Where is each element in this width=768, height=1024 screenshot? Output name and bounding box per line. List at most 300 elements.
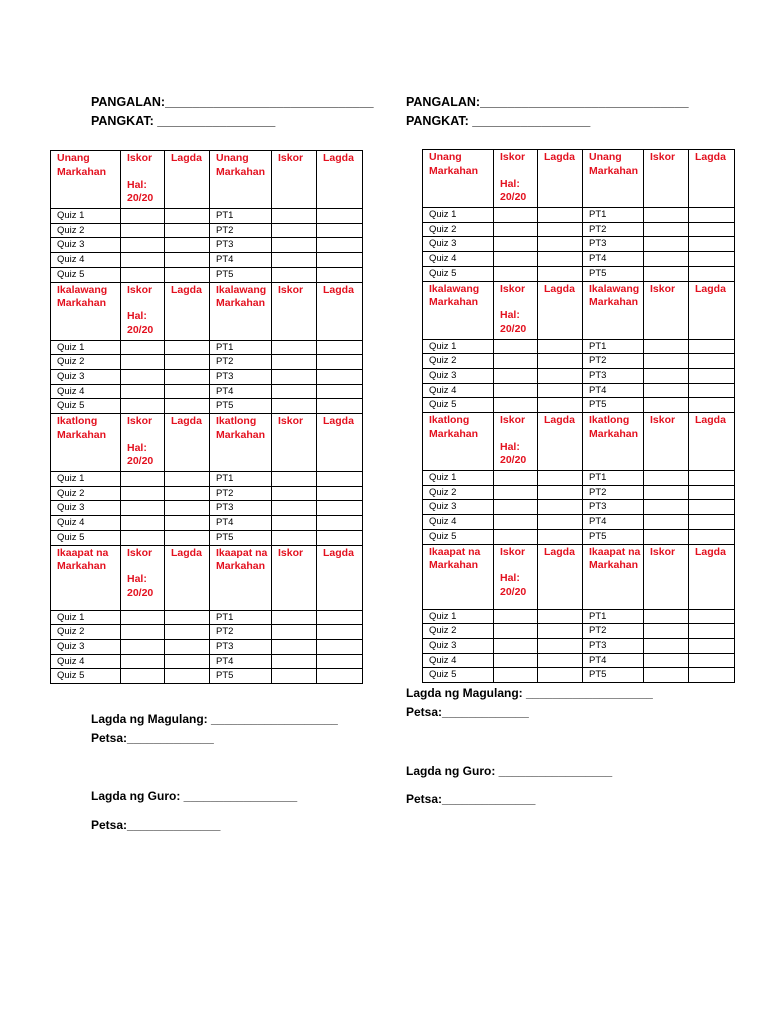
quiz-score-cell[interactable] [494, 339, 538, 354]
pt-iskor-header: Iskor [644, 150, 689, 208]
pt-signature-cell[interactable] [689, 624, 735, 639]
pt-score-cell[interactable] [272, 486, 317, 501]
table-row [423, 638, 735, 653]
pt-score-cell[interactable] [272, 654, 317, 669]
table-row [423, 653, 735, 668]
quiz-score-cell[interactable] [494, 485, 538, 500]
pt-score-cell[interactable] [644, 237, 689, 252]
pt-label: PT5 [583, 398, 644, 413]
pt-score-cell[interactable] [272, 669, 317, 684]
quiz-signature-cell[interactable] [165, 355, 210, 370]
name-line: PANGALAN:______________________________ [91, 95, 374, 109]
pt-signature-cell[interactable] [317, 625, 363, 640]
quiz-label: Quiz 4 [423, 252, 494, 267]
pt-label: PT2 [210, 223, 272, 238]
pt-signature-cell[interactable] [689, 471, 735, 486]
name-line: PANGALAN:______________________________ [406, 95, 689, 109]
pt-score-cell[interactable] [644, 653, 689, 668]
quiz-label: Quiz 3 [51, 369, 121, 384]
pt-signature-cell[interactable] [317, 340, 363, 355]
quiz-score-cell[interactable] [494, 383, 538, 398]
quiz-signature-cell[interactable] [165, 369, 210, 384]
quiz-label: Quiz 4 [423, 383, 494, 398]
pt-score-cell[interactable] [272, 501, 317, 516]
pt-score-cell[interactable] [644, 354, 689, 369]
iskor-label: Iskor [127, 283, 153, 296]
quiz-label: Quiz 3 [423, 237, 494, 252]
pt-score-cell[interactable] [644, 398, 689, 413]
quiz-score-cell[interactable] [121, 238, 165, 253]
quarter-header-row [51, 545, 363, 610]
quiz-score-cell[interactable] [494, 354, 538, 369]
pt-iskor-header: Iskor [644, 281, 689, 339]
pt-signature-cell[interactable] [689, 485, 735, 500]
quiz-score-cell[interactable] [121, 625, 165, 640]
quarter-label: Unang Markahan [51, 151, 121, 209]
quiz-signature-cell[interactable] [165, 669, 210, 684]
quiz-score-cell[interactable] [121, 610, 165, 625]
quiz-label: Quiz 1 [423, 339, 494, 354]
quiz-score-cell[interactable] [494, 609, 538, 624]
quiz-score-cell[interactable] [494, 208, 538, 223]
pt-signature-cell[interactable] [317, 669, 363, 684]
quiz-signature-cell[interactable] [538, 368, 583, 383]
pt-label: PT3 [583, 237, 644, 252]
quiz-signature-cell[interactable] [165, 399, 210, 414]
parent-signature-line: Lagda ng Magulang: ___________________ [91, 712, 338, 726]
pt-quarter-label: Unang Markahan [583, 150, 644, 208]
pt-score-cell[interactable] [272, 516, 317, 531]
quiz-label: Quiz 4 [423, 515, 494, 530]
quiz-label: Quiz 2 [423, 222, 494, 237]
pt-signature-cell[interactable] [317, 501, 363, 516]
table-row [423, 624, 735, 639]
pt-score-cell[interactable] [272, 238, 317, 253]
pt-signature-cell[interactable] [689, 339, 735, 354]
pt-score-cell[interactable] [644, 471, 689, 486]
pt-label: PT3 [583, 638, 644, 653]
quiz-signature-cell[interactable] [165, 530, 210, 545]
quiz-score-cell[interactable] [494, 624, 538, 639]
lagda-header: Lagda [538, 281, 583, 339]
pt-score-cell[interactable] [644, 485, 689, 500]
pt-label: PT5 [210, 399, 272, 414]
pt-label: PT4 [210, 253, 272, 268]
pt-score-cell[interactable] [272, 267, 317, 282]
pt-signature-cell[interactable] [317, 223, 363, 238]
pt-label: PT3 [210, 238, 272, 253]
quiz-score-cell[interactable] [121, 399, 165, 414]
quiz-signature-cell[interactable] [165, 625, 210, 640]
score-example: Hal: 20/20 [500, 572, 527, 598]
quiz-signature-cell[interactable] [538, 208, 583, 223]
pt-signature-cell[interactable] [317, 654, 363, 669]
pt-score-cell[interactable] [644, 339, 689, 354]
pt-label: PT4 [583, 252, 644, 267]
quiz-label: Quiz 4 [51, 654, 121, 669]
quiz-score-cell[interactable] [121, 472, 165, 487]
pt-signature-cell[interactable] [317, 639, 363, 654]
pt-signature-cell[interactable] [317, 209, 363, 224]
pt-score-cell[interactable] [644, 368, 689, 383]
quarter-label: Ikatlong Markahan [423, 413, 494, 471]
table-row [423, 485, 735, 500]
iskor-label: Iskor [500, 414, 526, 427]
quiz-signature-cell[interactable] [165, 472, 210, 487]
table-row [423, 237, 735, 252]
pt-score-cell[interactable] [644, 624, 689, 639]
quiz-label: Quiz 3 [51, 639, 121, 654]
quiz-label: Quiz 3 [51, 501, 121, 516]
pt-quarter-label: Ikaapat na Markahan [210, 545, 272, 610]
table-row [51, 472, 363, 487]
quiz-signature-cell[interactable] [165, 654, 210, 669]
quiz-label: Quiz 5 [423, 529, 494, 544]
quiz-signature-cell[interactable] [538, 383, 583, 398]
quiz-score-cell[interactable] [494, 529, 538, 544]
pt-label: PT2 [210, 355, 272, 370]
section-line: PANGKAT: _________________ [406, 114, 591, 128]
pt-signature-cell[interactable] [317, 369, 363, 384]
pt-score-cell[interactable] [644, 500, 689, 515]
pt-signature-cell[interactable] [689, 500, 735, 515]
pt-signature-cell[interactable] [317, 530, 363, 545]
pt-score-cell[interactable] [644, 266, 689, 281]
pt-signature-cell[interactable] [689, 653, 735, 668]
quiz-score-cell[interactable] [494, 398, 538, 413]
pt-score-cell[interactable] [272, 472, 317, 487]
pt-score-cell[interactable] [272, 223, 317, 238]
iskor-header [494, 413, 538, 471]
quiz-signature-cell[interactable] [165, 267, 210, 282]
pt-signature-cell[interactable] [317, 486, 363, 501]
pt-score-cell[interactable] [644, 222, 689, 237]
quiz-score-cell[interactable] [494, 252, 538, 267]
pt-quarter-label: Ikalawang Markahan [210, 282, 272, 340]
quarter-header-row [51, 282, 363, 340]
pt-label: PT4 [583, 515, 644, 530]
pt-label: PT4 [583, 653, 644, 668]
pt-score-cell[interactable] [272, 253, 317, 268]
quiz-signature-cell[interactable] [165, 639, 210, 654]
pt-label: PT3 [210, 369, 272, 384]
quarter-label: Ikaapat na Markahan [423, 544, 494, 609]
pt-score-cell[interactable] [644, 515, 689, 530]
pt-score-cell[interactable] [644, 638, 689, 653]
pt-label: PT1 [210, 209, 272, 224]
quiz-label: Quiz 4 [423, 653, 494, 668]
quiz-label: Quiz 2 [423, 624, 494, 639]
lagda-header: Lagda [538, 150, 583, 208]
pt-score-cell[interactable] [644, 668, 689, 683]
pt-signature-cell[interactable] [689, 383, 735, 398]
quiz-score-cell[interactable] [494, 638, 538, 653]
quarter-header-row [423, 544, 735, 609]
pt-iskor-header: Iskor [272, 151, 317, 209]
parent-date-line: Petsa:_____________ [91, 731, 214, 745]
quiz-score-cell[interactable] [494, 515, 538, 530]
teacher-date-line: Petsa:______________ [91, 818, 221, 832]
quiz-signature-cell[interactable] [165, 501, 210, 516]
pt-signature-cell[interactable] [689, 368, 735, 383]
pt-label: PT4 [583, 383, 644, 398]
pt-score-cell[interactable] [644, 529, 689, 544]
pt-score-cell[interactable] [272, 355, 317, 370]
quiz-label: Quiz 4 [51, 384, 121, 399]
pt-iskor-header: Iskor [272, 414, 317, 472]
pt-label: PT5 [210, 669, 272, 684]
pt-score-cell[interactable] [644, 383, 689, 398]
quiz-score-cell[interactable] [121, 516, 165, 531]
pt-label: PT3 [210, 501, 272, 516]
quiz-signature-cell[interactable] [165, 223, 210, 238]
pt-label: PT2 [583, 624, 644, 639]
table-row [423, 609, 735, 624]
quiz-signature-cell[interactable] [165, 384, 210, 399]
iskor-label: Iskor [127, 415, 153, 428]
quiz-signature-cell[interactable] [538, 624, 583, 639]
score-example: Hal: 20/20 [127, 310, 154, 336]
pt-score-cell[interactable] [272, 209, 317, 224]
quiz-label: Quiz 3 [423, 500, 494, 515]
quiz-score-cell[interactable] [121, 669, 165, 684]
pt-label: PT4 [210, 516, 272, 531]
pt-score-cell[interactable] [272, 399, 317, 414]
pt-label: PT3 [210, 639, 272, 654]
pt-signature-cell[interactable] [317, 399, 363, 414]
pt-signature-cell[interactable] [317, 384, 363, 399]
lagda-header: Lagda [165, 282, 210, 340]
quiz-label: Quiz 1 [51, 472, 121, 487]
pt-score-cell[interactable] [272, 625, 317, 640]
grades-table [422, 149, 735, 683]
pt-label: PT1 [583, 339, 644, 354]
quiz-signature-cell[interactable] [165, 253, 210, 268]
table-row [423, 339, 735, 354]
quiz-score-cell[interactable] [121, 355, 165, 370]
pt-score-cell[interactable] [272, 530, 317, 545]
table-row [51, 369, 363, 384]
quiz-score-cell[interactable] [494, 653, 538, 668]
pt-score-cell[interactable] [272, 384, 317, 399]
pt-label: PT5 [583, 266, 644, 281]
quiz-score-cell[interactable] [121, 530, 165, 545]
iskor-label: Iskor [127, 546, 153, 559]
pt-signature-cell[interactable] [317, 355, 363, 370]
quiz-score-cell[interactable] [494, 668, 538, 683]
parent-date-line: Petsa:_____________ [406, 705, 529, 719]
quiz-signature-cell[interactable] [538, 354, 583, 369]
quiz-signature-cell[interactable] [538, 515, 583, 530]
pt-signature-cell[interactable] [689, 515, 735, 530]
table-row [51, 223, 363, 238]
lagda-header: Lagda [538, 413, 583, 471]
pt-signature-cell[interactable] [689, 638, 735, 653]
pt-label: PT4 [210, 654, 272, 669]
pt-label: PT1 [210, 610, 272, 625]
quiz-label: Quiz 2 [51, 223, 121, 238]
table-row [423, 471, 735, 486]
iskor-header [494, 544, 538, 609]
quiz-signature-cell[interactable] [538, 529, 583, 544]
pt-signature-cell[interactable] [317, 516, 363, 531]
table-row [423, 398, 735, 413]
section-line: PANGKAT: _________________ [91, 114, 276, 128]
quiz-signature-cell[interactable] [538, 653, 583, 668]
quiz-label: Quiz 5 [423, 398, 494, 413]
pt-signature-cell[interactable] [689, 266, 735, 281]
table-row [51, 501, 363, 516]
score-example: Hal: 20/20 [127, 573, 154, 599]
pt-score-cell[interactable] [272, 610, 317, 625]
quiz-score-cell[interactable] [494, 237, 538, 252]
pt-signature-cell[interactable] [689, 354, 735, 369]
pt-quarter-label: Ikatlong Markahan [210, 414, 272, 472]
pt-signature-cell[interactable] [689, 208, 735, 223]
table-row [51, 253, 363, 268]
table-row [423, 222, 735, 237]
quarter-header-row [423, 150, 735, 208]
pt-signature-cell[interactable] [317, 267, 363, 282]
pt-signature-cell[interactable] [317, 472, 363, 487]
quiz-signature-cell[interactable] [165, 238, 210, 253]
pt-signature-cell[interactable] [689, 668, 735, 683]
pt-signature-cell[interactable] [689, 529, 735, 544]
pt-signature-cell[interactable] [689, 252, 735, 267]
quiz-label: Quiz 1 [423, 471, 494, 486]
quiz-label: Quiz 4 [51, 253, 121, 268]
table-row [51, 639, 363, 654]
pt-label: PT3 [583, 500, 644, 515]
quiz-label: Quiz 2 [51, 486, 121, 501]
quiz-score-cell[interactable] [494, 222, 538, 237]
quiz-signature-cell[interactable] [538, 500, 583, 515]
quiz-score-cell[interactable] [121, 639, 165, 654]
score-example: Hal: 20/20 [127, 178, 154, 205]
quiz-score-cell[interactable] [494, 500, 538, 515]
iskor-header [121, 414, 165, 472]
pt-signature-cell[interactable] [689, 609, 735, 624]
quiz-signature-cell[interactable] [538, 485, 583, 500]
quiz-score-cell[interactable] [121, 340, 165, 355]
quiz-score-cell[interactable] [121, 223, 165, 238]
quiz-label: Quiz 3 [51, 238, 121, 253]
pt-score-cell[interactable] [272, 369, 317, 384]
pt-signature-cell[interactable] [317, 253, 363, 268]
quiz-score-cell[interactable] [121, 654, 165, 669]
iskor-label: Iskor [500, 545, 526, 558]
pt-label: PT1 [583, 208, 644, 223]
pt-lagda-header: Lagda [317, 545, 363, 610]
grades-table-body [51, 151, 363, 684]
teacher-signature-line: Lagda ng Guro: _________________ [91, 789, 298, 803]
pt-score-cell[interactable] [272, 639, 317, 654]
quarter-header-row [51, 151, 363, 209]
pt-score-cell[interactable] [644, 252, 689, 267]
iskor-header [494, 281, 538, 339]
pt-quarter-label: Ikalawang Markahan [583, 281, 644, 339]
quiz-signature-cell[interactable] [538, 237, 583, 252]
pt-lagda-header: Lagda [317, 282, 363, 340]
quiz-score-cell[interactable] [121, 486, 165, 501]
quiz-signature-cell[interactable] [538, 222, 583, 237]
quiz-score-cell[interactable] [494, 368, 538, 383]
quiz-label: Quiz 1 [51, 610, 121, 625]
pt-signature-cell[interactable] [689, 237, 735, 252]
quiz-signature-cell[interactable] [165, 610, 210, 625]
pt-score-cell[interactable] [644, 609, 689, 624]
score-example: Hal: 20/20 [500, 177, 527, 204]
quiz-signature-cell[interactable] [538, 252, 583, 267]
table-row [51, 340, 363, 355]
quiz-signature-cell[interactable] [538, 471, 583, 486]
quiz-signature-cell[interactable] [538, 339, 583, 354]
quiz-signature-cell[interactable] [538, 638, 583, 653]
pt-score-cell[interactable] [272, 340, 317, 355]
iskor-header [121, 151, 165, 209]
score-example: Hal: 20/20 [127, 441, 154, 468]
pt-signature-cell[interactable] [317, 610, 363, 625]
lagda-header: Lagda [165, 151, 210, 209]
pt-lagda-header: Lagda [317, 151, 363, 209]
pt-signature-cell[interactable] [689, 398, 735, 413]
quiz-score-cell[interactable] [121, 267, 165, 282]
pt-label: PT3 [583, 368, 644, 383]
quiz-signature-cell[interactable] [538, 266, 583, 281]
table-row [51, 399, 363, 414]
quiz-label: Quiz 1 [51, 209, 121, 224]
quiz-score-cell[interactable] [121, 209, 165, 224]
table-row [51, 238, 363, 253]
quiz-score-cell[interactable] [121, 369, 165, 384]
pt-label: PT5 [583, 668, 644, 683]
quiz-score-cell[interactable] [494, 266, 538, 281]
quiz-signature-cell[interactable] [165, 209, 210, 224]
table-row [423, 368, 735, 383]
quiz-signature-cell[interactable] [538, 609, 583, 624]
table-row [51, 486, 363, 501]
quiz-signature-cell[interactable] [165, 516, 210, 531]
table-row [51, 516, 363, 531]
pt-label: PT2 [210, 486, 272, 501]
pt-score-cell[interactable] [644, 208, 689, 223]
quarter-label: Ikaapat na Markahan [51, 545, 121, 610]
quiz-signature-cell[interactable] [538, 668, 583, 683]
parent-signature-line: Lagda ng Magulang: ___________________ [406, 686, 653, 700]
table-row [423, 500, 735, 515]
table-row [423, 266, 735, 281]
quiz-label: Quiz 3 [423, 638, 494, 653]
pt-signature-cell[interactable] [689, 222, 735, 237]
pt-quarter-label: Ikatlong Markahan [583, 413, 644, 471]
quiz-signature-cell[interactable] [165, 340, 210, 355]
quiz-label: Quiz 2 [423, 485, 494, 500]
pt-signature-cell[interactable] [317, 238, 363, 253]
quiz-score-cell[interactable] [494, 471, 538, 486]
pt-label: PT2 [583, 354, 644, 369]
quiz-signature-cell[interactable] [538, 398, 583, 413]
table-row [51, 355, 363, 370]
quiz-label: Quiz 3 [423, 368, 494, 383]
table-row [423, 515, 735, 530]
quiz-score-cell[interactable] [121, 384, 165, 399]
pt-label: PT1 [210, 340, 272, 355]
quiz-score-cell[interactable] [121, 253, 165, 268]
quarter-label: Ikatlong Markahan [51, 414, 121, 472]
pt-label: PT1 [583, 471, 644, 486]
quiz-score-cell[interactable] [121, 501, 165, 516]
quiz-signature-cell[interactable] [165, 486, 210, 501]
